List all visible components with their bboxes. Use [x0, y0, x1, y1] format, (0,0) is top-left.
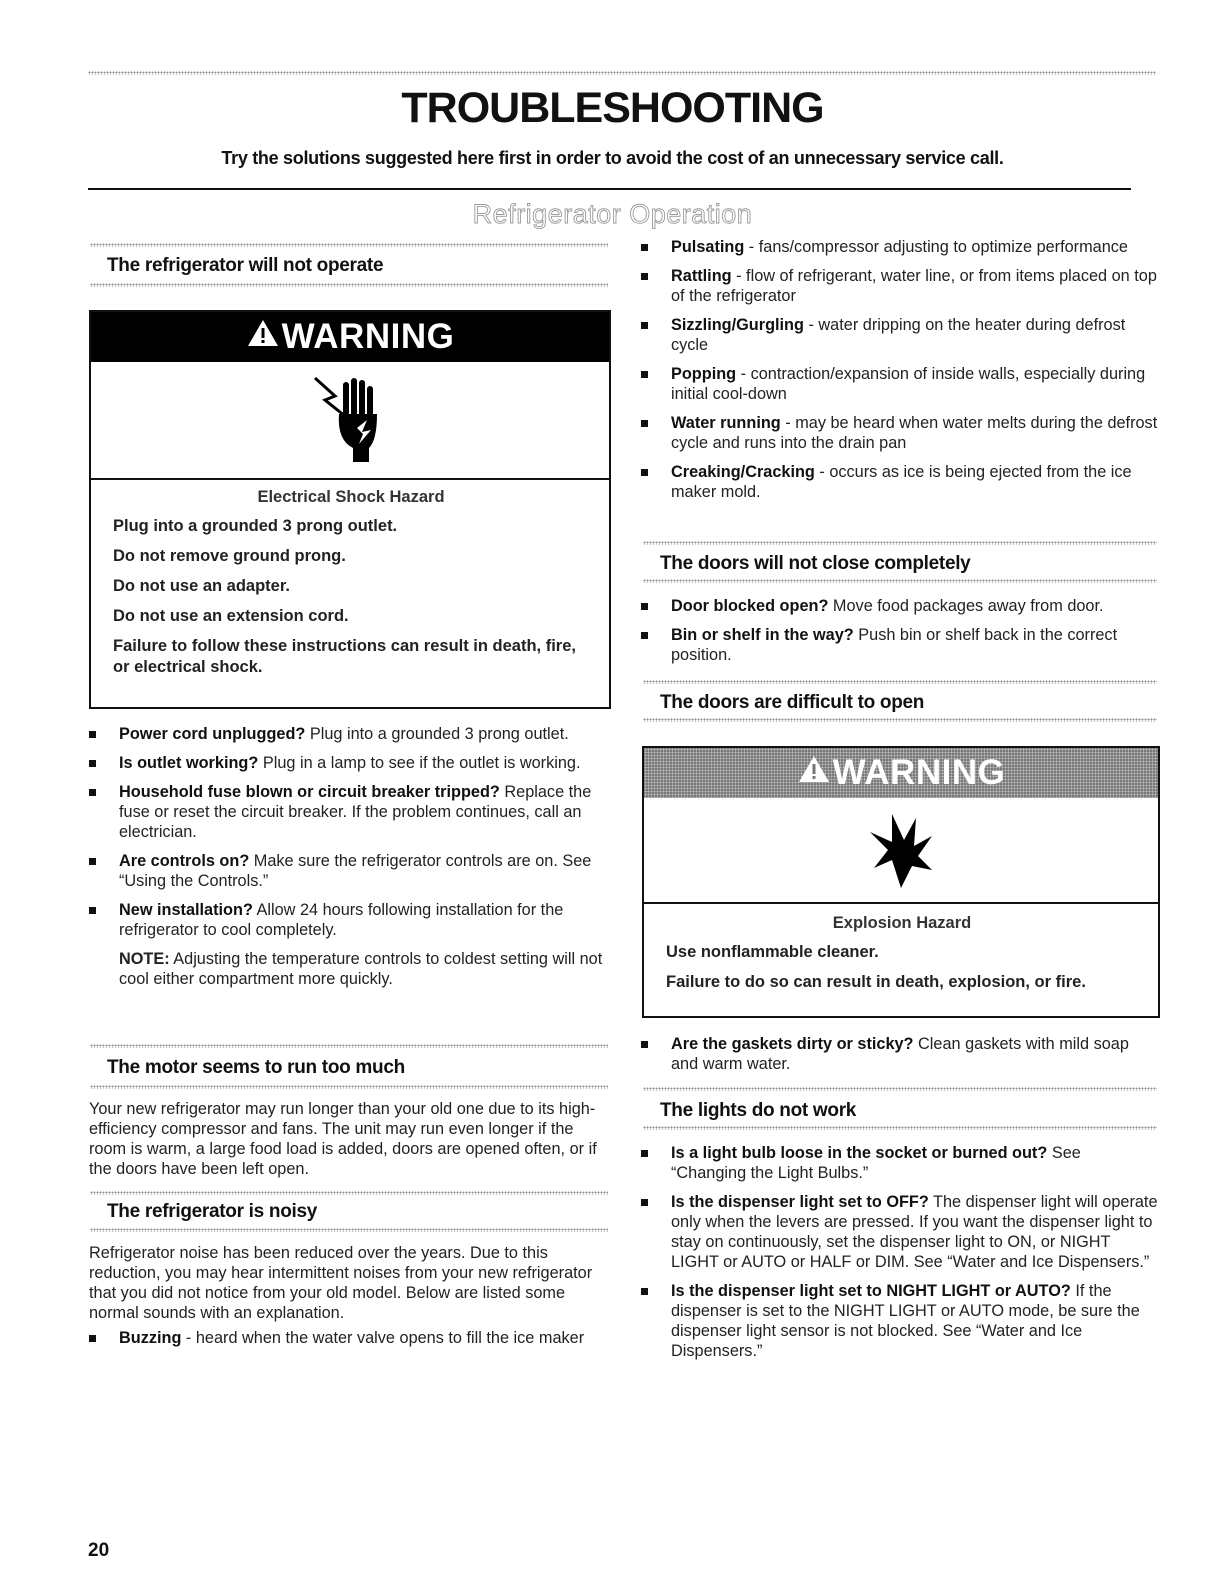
warning-title: WARNING	[281, 317, 455, 356]
warning-line: Do not use an adapter.	[113, 577, 290, 595]
heading-rule	[643, 680, 1157, 684]
list-item: Popping - contraction/expansion of inside walls, especially during initial cool-down	[638, 364, 1158, 404]
page-number: 20	[88, 1540, 110, 1561]
noisy-list	[86, 1328, 586, 1348]
warning-line: Do not use an extension cord.	[113, 607, 349, 625]
list-item: Is outlet working? Plug in a lamp to see if the outlet is working.	[86, 753, 606, 773]
heading-rule	[643, 1087, 1157, 1091]
note-label: NOTE:	[119, 950, 170, 968]
motor-paragraph: Your new refrigerator may run longer than your old one due to its high-efficiency compressor and fans. The unit may run even longer if the room is warm, a large food load is added, doors are opened often, or if the doors have been left open.	[89, 1100, 597, 1178]
warning-line: Do not remove ground prong.	[113, 547, 346, 565]
heading-rule	[90, 243, 608, 247]
list-item: Water running - may be heard when water melts during the defrost cycle and runs into the drain pan	[638, 413, 1158, 453]
warning-title: WARNING	[832, 753, 1006, 792]
hazard-title: Explosion Hazard	[832, 914, 972, 932]
electrical-shock-icon	[91, 362, 609, 480]
warning-line: Plug into a grounded 3 prong outlet.	[113, 517, 398, 535]
list-item: New installation? Allow 24 hours following installation for the refrigerator to cool completely.	[86, 900, 606, 940]
list-item: Sizzling/Gurgling - water dripping on the heater during defrost cycle	[638, 315, 1158, 355]
noisy-paragraph: Refrigerator noise has been reduced over the years. Due to this reduction, you may hear intermittent noises from your new refrigerator that you did not notice from your old model. Below are listed some normal sounds with an explanation.	[89, 1244, 593, 1322]
warning-banner	[644, 748, 1158, 798]
heading-motor: The motor seems to run too much	[107, 1057, 405, 1078]
warning-banner	[91, 312, 609, 362]
page-subtitle: Try the solutions suggested here first in order to avoid the cost of an unnecessary service call.	[221, 148, 1004, 168]
heading-doors-close: The doors will not close completely	[660, 553, 971, 574]
list-item: Bin or shelf in the way? Push bin or shelf back in the correct position.	[638, 625, 1158, 665]
heading-rule	[643, 1126, 1157, 1130]
heading-rule	[90, 1044, 608, 1048]
heading-doors-open: The doors are difficult to open	[660, 692, 925, 713]
header-rule	[88, 188, 1131, 190]
note: NOTE: Adjusting the temperature controls to coldest setting will not cool either compartment more quickly.	[119, 950, 603, 988]
warning-triangle-icon	[246, 317, 280, 357]
list-item: Buzzing - heard when the water valve opens to fill the ice maker	[86, 1328, 586, 1348]
heading-rule	[643, 541, 1157, 545]
heading-lights: The lights do not work	[660, 1100, 857, 1121]
list-item: Are controls on? Make sure the refrigerator controls are on. See “Using the Controls.”	[86, 851, 606, 891]
explosion-warning-box	[642, 746, 1160, 1018]
section-title: Refrigerator Operation	[472, 199, 753, 229]
doors-open-list	[638, 1034, 1158, 1074]
list-item: Pulsating - fans/compressor adjusting to optimize performance	[638, 237, 1158, 257]
warning-triangle-icon	[797, 753, 831, 793]
warning-line: Use nonflammable cleaner.	[666, 943, 879, 961]
noise-list	[638, 237, 1158, 502]
list-item: Is the dispenser light set to NIGHT LIGHT or AUTO? If the dispenser is set to the NIGHT LIGHT or AUTO mode, be sure the dispenser light sensor is not blocked. See “Water and Ice Dispensers.”	[638, 1281, 1158, 1361]
not-operate-list	[86, 724, 606, 989]
warning-line: Failure to do so can result in death, explosion, or fire.	[666, 973, 1086, 991]
warning-line: Failure to follow these instructions can result in death, fire, or electrical shock.	[113, 637, 576, 676]
explosion-icon	[644, 798, 1158, 904]
heading-rule	[90, 283, 608, 287]
top-dotted-rule	[88, 71, 1156, 75]
heading-rule	[643, 718, 1157, 722]
list-item: Power cord unplugged? Plug into a grounded 3 prong outlet.	[86, 724, 606, 744]
electrical-warning-box	[89, 310, 611, 709]
list-item: Is a light bulb loose in the socket or burned out? See “Changing the Light Bulbs.”	[638, 1143, 1158, 1183]
list-item: Door blocked open? Move food packages away from door.	[638, 596, 1158, 616]
page-title: TROUBLESHOOTING	[401, 84, 824, 132]
lights-list	[638, 1143, 1158, 1361]
heading-rule	[90, 1085, 608, 1089]
list-item: Is the dispenser light set to OFF? The dispenser light will operate only when the levers are pressed. If you want the dispenser light to stay on continuously, set the dispenser light to ON, or NIGHT LIGHT or AUTO or HALF or DIM. See “Water and Ice Dispensers.”	[638, 1192, 1158, 1272]
heading-rule	[643, 579, 1157, 583]
list-item: Creaking/Cracking - occurs as ice is being ejected from the ice maker mold.	[638, 462, 1158, 502]
list-item: Rattling - flow of refrigerant, water line, or from items placed on top of the refrigerator	[638, 266, 1158, 306]
heading-not-operate: The refrigerator will not operate	[107, 255, 384, 276]
hazard-title: Electrical Shock Hazard	[257, 488, 445, 506]
heading-rule	[90, 1191, 608, 1195]
heading-noisy: The refrigerator is noisy	[107, 1201, 318, 1222]
doors-close-list	[638, 596, 1158, 665]
list-item: Household fuse blown or circuit breaker tripped? Replace the fuse or reset the circuit breaker. If the problem continues, call an electrician.	[86, 782, 606, 842]
heading-rule	[90, 1228, 608, 1232]
list-item: Are the gaskets dirty or sticky? Clean gaskets with mild soap and warm water.	[638, 1034, 1158, 1074]
